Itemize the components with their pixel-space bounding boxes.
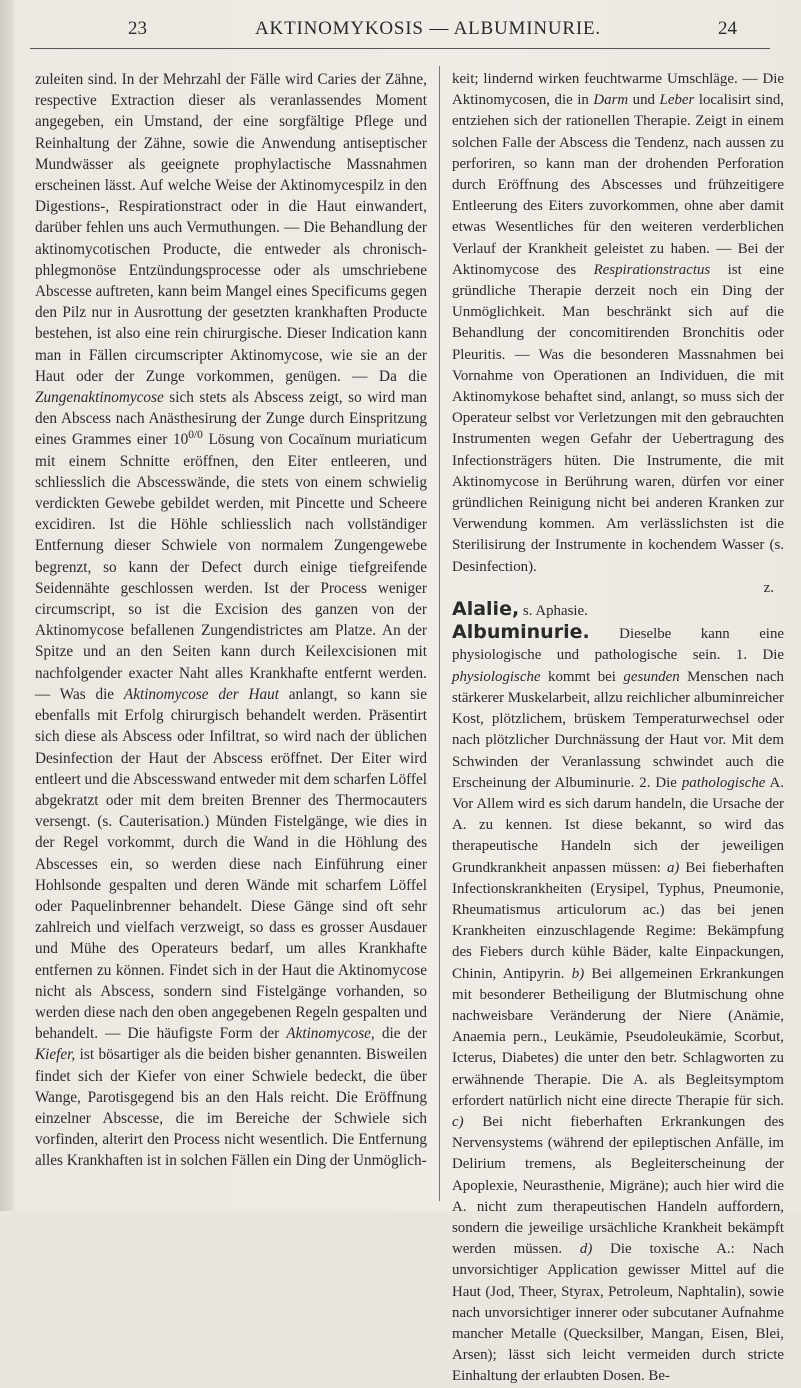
header-rule	[30, 48, 770, 49]
column-divider	[439, 66, 440, 1201]
paragraph-aktinomykosis-continued: keit; lindernd wirken feuchtwarme Umschläge. — Die Aktinomycosen, die in Darm und Leber localisirt sind, entziehen sich der rationellen Therapie. Zeigt in einem solchen Falle der Abscess die Tendenz, nach aussen zu perforiren, so kann man der drohenden Perforation durch Eröffnung des Abscesses und frühzeitigere Entleerung des Eiters zuvorkommen, ohne aber damit etwas Wesentliches für den weiteren verderblichen Verlauf der Krankheit geleistet zu haben. — Bei der Aktinomycose des Respirationstractus ist eine gründliche Therapie derzeit noch ein Ding der Unmöglichkeit. Man beschränkt sich auf die Behandlung der concomitirenden Bronchitis oder Pleuritis. — Was die besonderen Massnahmen bei Vornahme von Operationen an Individuen, die mit Aktinomykose behaftet sind, anlangt, so muss sich der Operateur selbst vor Verletzungen mit den gebrauchten Instrumenten wegen Gefahr der Uebertragung des Infectionsträgers hüten. Die Instrumente, die mit Aktinomycose in Berührung waren, dürfen vor einer gründlichen Reinigung nicht bei anderen Kranken zur Verwendung kommen. Am verlässlichsten ist die Sterilisirung der Instrumente in kochendem Wasser (s. Desinfection).	[452, 71, 785, 575]
paragraph-aktinomykosis-therapy: zuleiten sind. In der Mehrzahl der Fälle wird Caries der Zähne, respective Extraction dieser als veranlassendes Moment angegeben, ein Umstand, der eine sorgfältige Pflege und Reinhaltung der Zähne, sowie die Anwendung antiseptischer Mundwässer als geeignete prophylactische Massnahmen erscheinen lässt. Auf welche Weise der Aktinomycespilz in den Digestions-, Respirationstract oder in die Haut einwandert, darüber fehlen uns auch Vermuthungen. — Die Behandlung der aktinomycotischen Producte, die entweder als chronisch-phlegmonöse Entzündungsprocesse oder als umschriebene Abscesse auftreten, kann beim Mangel eines Specificums gegen den Pilz nur in Ausrottung der gesetzten krankhaften Producte bestehen, ist also eine rein chirurgische. Dieser Indication kann man in Fällen circumscripter Aktinomycose, wie sie an der Haut oder der Zunge vorkommen, genügen. — Da die Zungenaktinomycose sich stets als Abscess zeigt, so wird man den Abscess nach Anästhesirung der Zunge durch Einspritzung eines Grammes einer $10^{0/0}$ Lösung von Cocaïnum muriaticum mit einem Schnitte eröffnen, den Eiter entleeren, und schliesslich die Abscesswände, die stets von einem schwielig verdickten Gewebe gebildet werden, mit Pincette und Scheere excidiren. Ist die Höhle schliesslich nach vollständiger Entfernung dieser Schwiele von normalem Zungengewebe begrenzt, so kann der Defect durch einige tiefgreifende Seidennähte geschlossen werden. Ist der Process weniger circumscript, so ist die Excision des ganzen von der Aktinomycose befallenen Zungendistrictes am Platze. An der Spitze und an den Seiten kann durch Keilexcisionen mit nachfolgender exacter Naht alles Krankhafte entfernt werden. — Was die Aktinomycose der Haut anlangt, so kann sie ebenfalls mit Erfolg chirurgisch behandelt werden. Präsentirt sich diese als Abscess oder Infiltrat, so wird nach der üblichen Desinfection der Haut der Abscess eröffnet. Der Eiter wird entleert und die Abscesswand entweder mit dem scharfen Löffel abgekratzt oder mit dem breiten Brenner des Thermocauters versengt. (s. Cauterisation.) Münden Fistelgänge, wie dies in der Regel vorkommt, durch die Wand in die Höhlung des Abscesses ein, so werden diese nach Einführung einer Hohlsonde gespalten und deren Wände mit scharfem Löffel oder Paquelinbrenner behandelt. Diese Gänge sind oft sehr zahlreich und vielfach verzweigt, so dass es grosser Ausdauer und Mühe des Operateurs bedarf, um alles Krankhafte entfernen zu können. Findet sich in der Haut die Aktinomycose nicht als Abscess, sondern sind Fistelgänge vorhanden, so werden diese nach den oben angegebenen Regeln gespalten und behandelt. — Die häufigste Form der Aktinomycose, die der Kiefer, ist bösartiger als die beiden bisher genannten. Bisweilen findet sich der Kiefer von einer Schwiele bedeckt, die über Wange, Parotisgegend bis an den Hals reicht. Die Eröffnung einzelner Abscesse, die im Bereiche der Schwiele sich vorfinden, alterirt den Process nicht wesentlich. Die Entfernung alles Krankhaften ist in solchen Fällen ein Ding der Unmöglich-	[35, 71, 428, 1170]
headword-alalie: Alalie,	[452, 598, 520, 621]
author-signature: z.	[763, 579, 774, 596]
entry-albuminurie: Albuminurie. Dieselbe kann eine physiologische und pathologische sein. 1. Die physiologische kommt bei gesunden Menschen nach stärkerer Muskelarbeit, allzu reichlicher albuminreicher Kost, plötzlichem, brüskem Temperaturwechsel oder nach plötzlicher Durchnässung der Haut vor. Mit dem Schwinden der Veranlassung schwindet auch die Erscheinung der Albuminurie. 2. Die pathologische A. Vor Allem wird es sich darum handeln, die Ursache der A. zu kennen. Ist diese bekannt, so wird das therapeutische Handeln sich der jeweiligen Grundkrankheit anpassen müssen: a) Bei fieberhaften Infectionskrankheiten (Erysipel, Typhus, Pneumonie, Rheumatismus articulorum ac.) das bei jenen Krankheiten einzuschlagende Regime: Bekämpfung des Fiebers durch kühle Bäder, kalte Einpackungen, Chinin, Antipyrin. b) Bei allgemeinen Erkrankungen mit besonderer Betheiligung der Blutmischung ohne nachweisbare Veränderung der Niere (Anämie, Anaemia pern., Leukämie, Pseudoleukämie, Scorbut, Icterus, Diabetes) die unter den betr. Schlagworten zu erwähnende Therapie. Die A. als Begleitsymptom erfordert natürlich nicht eine directe Therapie für sich. c) Bei nicht fieberhaften Erkrankungen des Nervensystems (während der epileptischen Anfälle, im Delirium tremens, als Begleiterscheinung der Apoplexie, Neurasthenie, Migräne); auch hier wird die A. nicht zum therapeutischen Handeln auffordern, sondern die jeweilige ursächliche Krankheit bekämpft werden müssen. d) Die toxische A.: Nach unvorsichtiger Application gewisser Mittel auf die Haut (Jod, Theer, Styrax, Petroleum, Naphtalin), sowie nach unvorsichtiger innerer oder subcutaner Aufnahme mancher Metalle (Quecksilber, Mangan, Eisen, Blei, Arsen); lässt sich leicht vermeiden durch stricte Einhaltung der erlaubten Dosen. Be-	[452, 621, 785, 1385]
entry-alalie: Alalie, s. Aphasie.	[452, 598, 588, 621]
headword-albuminurie: Albuminurie.	[452, 621, 590, 644]
left-column	[35, 69, 427, 1172]
page-spine-shadow	[0, 0, 14, 1211]
page-number-right: 24	[718, 18, 737, 39]
page-number-left: 23	[128, 18, 147, 39]
running-title: AKTINOMYKOSIS — ALBUMINURIE.	[255, 18, 601, 39]
running-header	[18, 18, 788, 48]
right-column	[452, 69, 784, 1388]
